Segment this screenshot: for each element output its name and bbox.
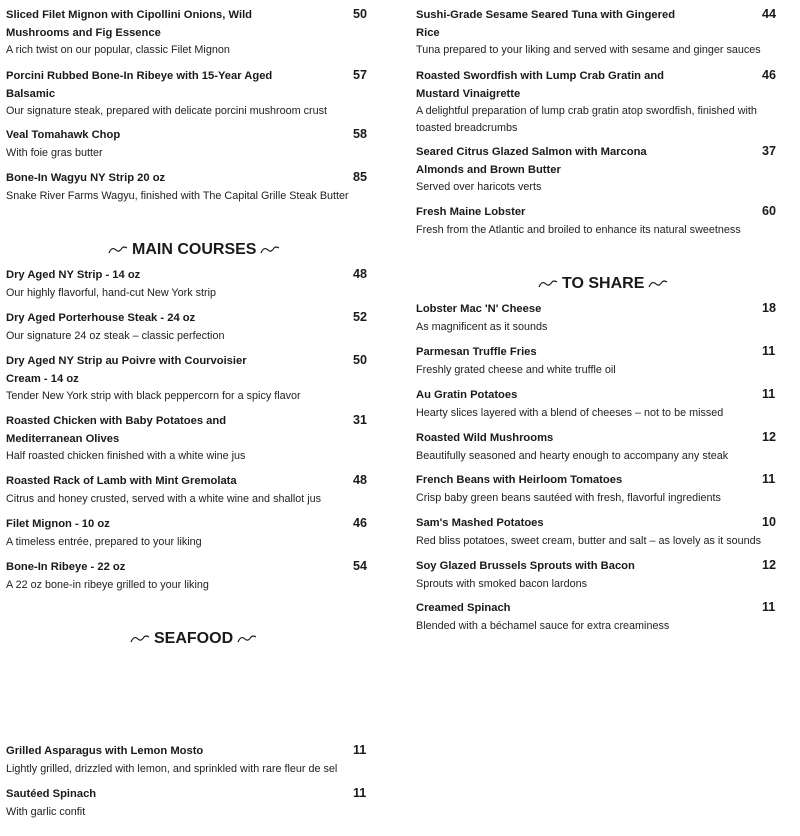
menu-item-name: Bone-In Wagyu NY Strip 20 oz [6, 172, 166, 184]
menu-item-price: 58 [353, 127, 368, 141]
section-heading-text: TO SHARE [562, 275, 645, 292]
menu-item [6, 473, 321, 508]
swirl-ornament-icon [108, 245, 128, 255]
menu-item-description: Served over haricots verts [416, 181, 542, 193]
menu-item-price: 11 [762, 387, 776, 401]
section-heading-text: SEAFOOD [154, 630, 234, 647]
menu-item-name: Porcini Rubbed Bone-In Ribeye with 15-Year Aged Balsamic [6, 70, 273, 100]
menu-item [416, 515, 761, 550]
menu-item-description: With garlic confit [6, 805, 86, 818]
menu-item-description: Blended with a béchamel sauce for extra creaminess [416, 619, 670, 632]
menu-item-description: Tender New York strip with black peppercorn for a spicy flavor [6, 390, 301, 402]
menu-item [6, 559, 306, 594]
menu-item-price: 11 [762, 344, 776, 358]
menu-item-description: Fresh from the Atlantic and broiled to enhance its natural sweetness [416, 223, 741, 236]
menu-item-description: Snake River Farms Wagyu, finished with The Capital Grille Steak Butter [6, 189, 349, 202]
menu-item [416, 344, 696, 379]
menu-item [416, 472, 721, 507]
menu-item-name: Creamed Spinach [416, 602, 511, 614]
menu-item [416, 68, 766, 137]
menu-item-description: Sprouts with smoked bacon lardons [416, 577, 588, 590]
menu-item-price: 85 [353, 170, 368, 184]
menu-item-description: A 22 oz bone-in ribeye grilled to your liking [6, 578, 209, 591]
menu-item [6, 127, 306, 162]
menu-item [416, 558, 696, 593]
menu-item [416, 301, 696, 336]
menu-item-description: As magnificent as it sounds [416, 320, 548, 333]
menu-item [6, 516, 306, 551]
menu-item-price: 52 [353, 310, 368, 324]
menu-item-name: Dry Aged NY Strip au Poivre with Courvoisier Cream - 14 oz [6, 355, 247, 385]
menu-item-description: Crisp baby green beans sautéed with fresh, flavorful ingredients [416, 491, 721, 504]
menu-item-price: 48 [353, 267, 368, 281]
menu-item-name: Parmesan Truffle Fries [416, 346, 537, 358]
menu-item-name: French Beans with Heirloom Tomatoes [416, 474, 623, 486]
menu-item [6, 413, 246, 465]
menu-item-description: Freshly grated cheese and white truffle oil [416, 363, 616, 376]
menu-item-price: 11 [762, 472, 776, 486]
menu-item-price: 10 [762, 515, 777, 529]
menu-item-name: Au Gratin Potatoes [416, 389, 518, 401]
menu-item-description: A timeless entrée, prepared to your liking [6, 535, 202, 548]
menu-item-price: 57 [353, 68, 368, 82]
menu-item [6, 68, 327, 120]
section-heading-text: MAIN COURSES [132, 241, 257, 258]
menu-item-price: 60 [762, 204, 777, 218]
menu-item-price: 48 [353, 473, 368, 487]
menu-item-price: 12 [762, 430, 777, 444]
menu-item-name: Roasted Wild Mushrooms [416, 432, 554, 444]
menu-item-name: Dry Aged Porterhouse Steak - 24 oz [6, 312, 196, 324]
menu-item-name: Roasted Swordfish with Lump Crab Gratin and Mustard Vinaigrette [416, 70, 665, 100]
menu-item-price: 54 [353, 559, 368, 573]
menu-item [416, 7, 761, 59]
menu-item-price: 44 [762, 7, 777, 21]
menu-item-description: Our signature steak, prepared with delicate porcini mushroom crust [6, 105, 328, 117]
menu-item [6, 170, 349, 205]
section-heading-seafood [130, 629, 257, 649]
menu-item [6, 267, 306, 302]
menu-item-description: Red bliss potatoes, sweet cream, butter and salt – as lovely as it sounds [416, 534, 762, 547]
section-heading-to-share [538, 274, 668, 294]
menu-item [6, 743, 337, 778]
menu-item-name: Grilled Asparagus with Lemon Mosto [6, 745, 204, 757]
menu-item-name: Bone-In Ribeye - 22 oz [6, 561, 126, 573]
swirl-ornament-icon [538, 279, 558, 289]
swirl-ornament-icon [237, 634, 257, 644]
menu-item [6, 786, 306, 821]
menu-item-name: Sushi-Grade Sesame Seared Tuna with Gingered Rice [416, 9, 676, 39]
menu-item-description: Half roasted chicken finished with a white wine jus [6, 450, 246, 462]
menu-item-description: Hearty slices layered with a blend of cheeses – not to be missed [416, 406, 724, 419]
swirl-ornament-icon [648, 279, 668, 289]
menu-item-description: Our signature 24 oz steak – classic perfection [6, 329, 225, 342]
menu-item-name: Sam's Mashed Potatoes [416, 517, 544, 529]
menu-item-price: 46 [353, 516, 368, 530]
menu-item-price: 11 [353, 743, 367, 757]
menu-item [416, 204, 741, 239]
menu-item-name: Soy Glazed Brussels Sprouts with Bacon [416, 560, 635, 572]
menu-item-description: Lightly grilled, drizzled with lemon, and sprinkled with rare fleur de sel [6, 762, 338, 775]
menu-item-name: Roasted Rack of Lamb with Mint Gremolata [6, 475, 237, 487]
menu-item-price: 31 [353, 413, 368, 427]
menu-item-description: A delightful preparation of lump crab gratin atop swordfish, finished with toasted breadcrumbs [416, 105, 757, 134]
menu-item-name: Sliced Filet Mignon with Cipollini Onions, Wild Mushrooms and Fig Essence [6, 9, 253, 39]
menu-item-price: 11 [762, 600, 776, 614]
menu-item-description: Our highly flavorful, hand-cut New York strip [6, 286, 217, 299]
menu-item [416, 600, 696, 635]
menu-item-description: Beautifully seasoned and hearty enough to accompany any steak [416, 449, 729, 462]
menu-item-name: Sautéed Spinach [6, 788, 97, 800]
menu-item-price: 50 [353, 353, 368, 367]
menu-item-name: Filet Mignon - 10 oz [6, 518, 110, 530]
menu-item [6, 353, 301, 405]
menu-item [416, 387, 723, 422]
section-heading-main-courses [108, 240, 280, 260]
menu-item-price: 18 [762, 301, 777, 315]
menu-item-price: 50 [353, 7, 368, 21]
menu-item-name: Lobster Mac 'N' Cheese [416, 303, 542, 315]
swirl-ornament-icon [130, 634, 150, 644]
menu-item-description: With foie gras butter [6, 146, 103, 159]
menu-item-price: 37 [762, 144, 777, 158]
menu-item [416, 430, 728, 465]
swirl-ornament-icon [260, 245, 280, 255]
menu-item-price: 12 [762, 558, 777, 572]
menu-item [416, 144, 656, 196]
menu-item [6, 310, 306, 345]
menu-item-price: 46 [762, 68, 777, 82]
menu-item-name: Roasted Chicken with Baby Potatoes and Mediterranean Olives [6, 415, 227, 445]
menu-item [6, 7, 306, 59]
menu-item-description: Citrus and honey crusted, served with a white wine and shallot jus [6, 492, 322, 505]
menu-item-price: 11 [353, 786, 367, 800]
menu-item-name: Fresh Maine Lobster [416, 206, 526, 218]
menu-item-name: Veal Tomahawk Chop [6, 129, 121, 141]
menu-item-description: Tuna prepared to your liking and served with sesame and ginger sauces [416, 44, 761, 56]
menu-item-name: Seared Citrus Glazed Salmon with Marcona Almonds and Brown Butter [416, 146, 647, 176]
menu-item-description: A rich twist on our popular, classic Filet Mignon [6, 44, 230, 56]
menu-item-name: Dry Aged NY Strip - 14 oz [6, 269, 141, 281]
